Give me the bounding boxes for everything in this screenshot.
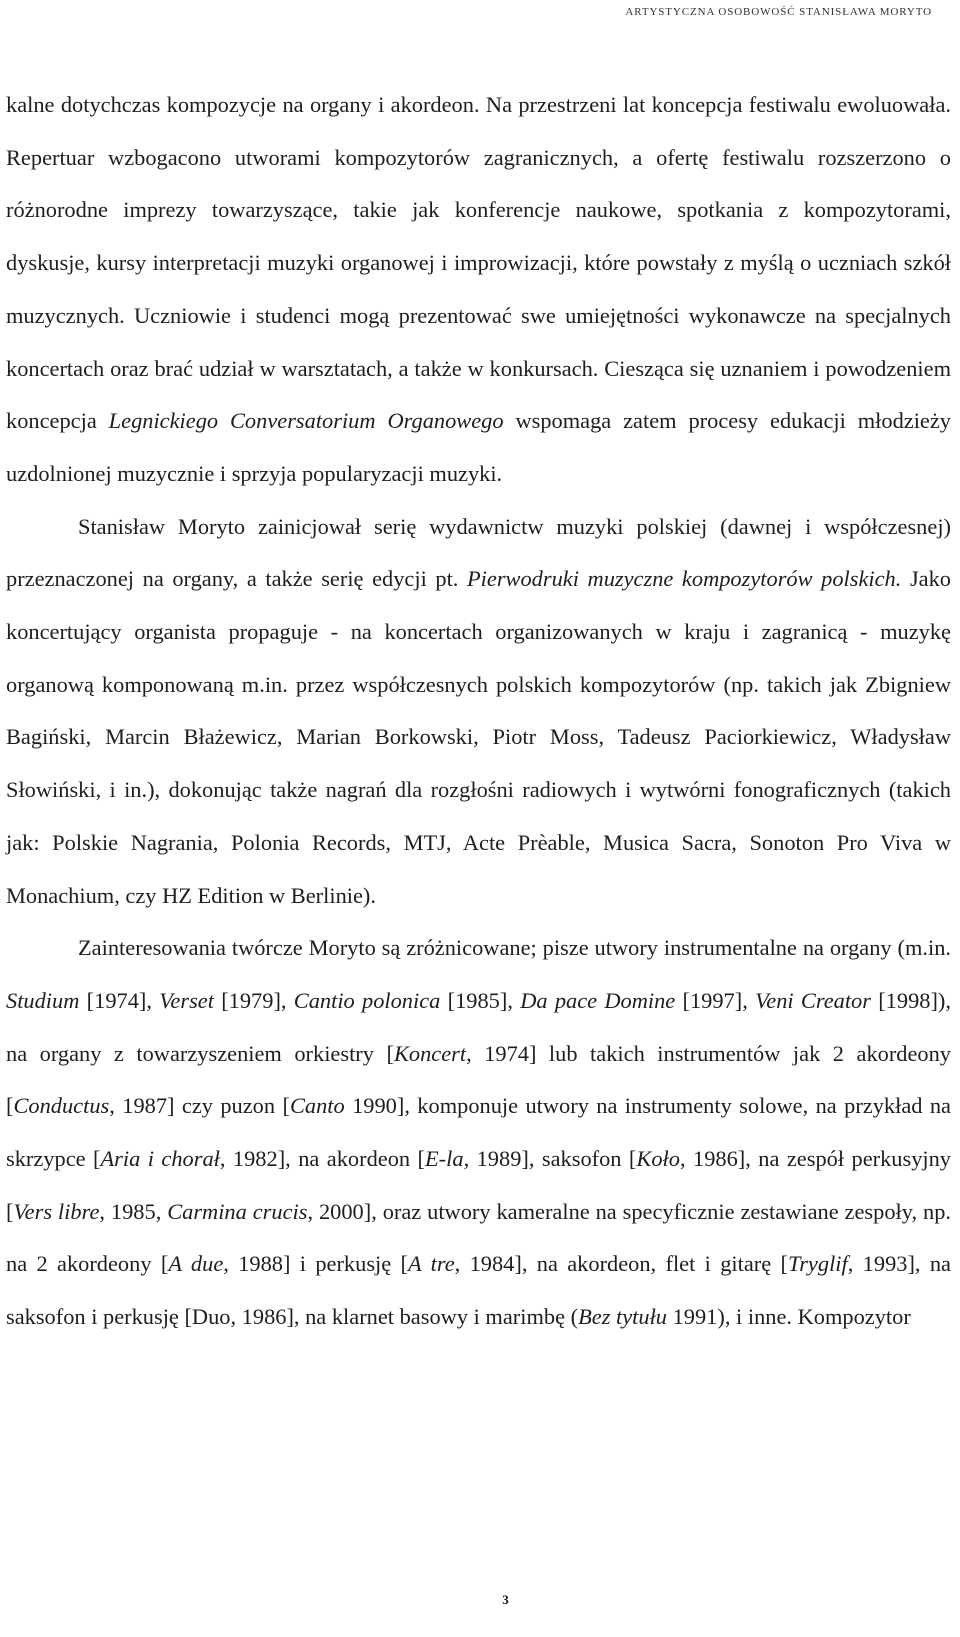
text-run: Zainteresowania twórcze Moryto są zróżnicowane; pisze utwory instrumentalne na organy (m.in.: [78, 935, 951, 961]
text-run: , 1993], na saksofon i perkusję [Duo, 1986], na klarnet basowy i marimbę (: [6, 1251, 951, 1330]
italic-title: Koło: [636, 1146, 680, 1172]
italic-title: A due: [168, 1251, 224, 1277]
text-run: , 1989], saksofon [: [463, 1146, 637, 1172]
paragraph: [6, 79, 951, 501]
italic-title: Tryglif: [788, 1251, 848, 1277]
italic-title: Da pace Domine: [520, 987, 676, 1013]
page-number: 3: [502, 1592, 509, 1607]
italic-title: Conductus: [13, 1093, 110, 1119]
text-run: , 2000], oraz utwory kameralne na specyficznie zestawiane zespoły, np. na 2 akordeony [: [6, 1198, 951, 1277]
italic-title: Pierwodruki muzyczne kompozytorów polskich.: [467, 566, 902, 592]
text-run: Stanisław Moryto zainicjował serię wydawnictw muzyki polskiej (dawnej i współczesnej) przeznaczonej na organy, a także serię edycji pt.: [6, 513, 951, 592]
italic-title: Carmina crucis: [167, 1198, 308, 1224]
text-run: [1998]), na organy z towarzyszeniem orkiestry [: [6, 987, 951, 1066]
text-run: kalne dotychczas kompozycje na organy i akordeon. Na przestrzeni lat koncepcja festiwalu ewoluowała. Repertuar wzbogacono utworami kompozytorów zagranicznych, a ofertę festiwalu rozszerzono o różnorodne imprezy towarzyszące, takie jak konferencje naukowe, spotkania z kompozytorami, dyskusje, kursy interpretacji muzyki organowej i improwizacji, które powstały z myślą o uczniach szkół muzycznych. Uczniowie i studenci mogą prezentować swe umiejętności wykonawcze na specjalnych koncertach oraz brać udział w warsztatach, a także w konkursach. Ciesząca się uznaniem i powodzeniem koncepcja: [6, 92, 951, 434]
text-run: , 1988] i perkusję [: [223, 1251, 408, 1277]
text-run: [1979],: [213, 987, 294, 1013]
text-run: , 1986], na zespół perkusyjny [: [6, 1146, 952, 1224]
text-run: , 1984], na akordeon, flet i gitarę [: [454, 1251, 788, 1277]
text-run: wspomaga zatem procesy edukacji młodzieży uzdolnionej muzycznie i sprzyja popularyzacji muzyki.: [6, 408, 952, 486]
italic-title: Canto: [289, 1093, 345, 1119]
italic-title: Veni Creator: [755, 987, 871, 1013]
text-run: , 1974] lub takich instrumentów jak 2 akordeony [: [6, 1040, 952, 1119]
text-run: 1990], komponuje utwory na instrumenty solowe, na przykład na skrzypce [: [6, 1093, 951, 1172]
italic-title: Studium: [6, 987, 80, 1013]
text-run: [1997],: [675, 987, 756, 1013]
italic-title: Cantio polonica: [293, 987, 441, 1013]
text-run: , 1987] czy puzon [: [109, 1093, 290, 1119]
italic-title: Verset: [159, 987, 214, 1013]
italic-title: Bez tytułu: [578, 1304, 667, 1330]
text-run: 1991), i inne. Kompozytor: [667, 1304, 911, 1330]
italic-title: Legnickiego Conversatorium Organowego: [108, 408, 504, 434]
running-header: ARTYSTYCZNA OSOBOWOŚĆ STANISŁAWA MORYTO: [625, 6, 932, 18]
italic-title: A tre: [408, 1251, 455, 1277]
text-run: , 1982], na akordeon [: [219, 1146, 425, 1172]
italic-title: Aria i chorał: [100, 1146, 220, 1172]
text-run: Jako koncertujący organista propaguje - na koncertach organizowanych w kraju i zagranicą - muzykę organową komponowaną m.in. przez współczesnych polskich kompozytorów (np. takich jak Zbigniew Bagiński, Marcin Błażewicz, Marian Borkowski, Piotr Moss, Tadeusz Paciorkiewicz, Władysław Słowiński, i in.), dokonując także nagrań dla rozgłośni radiowych i wytwórni fonograficznych (takich jak: Polskie Nagrania, Polonia Records, MTJ, Acte Prèable, Musica Sacra, Sonoton Pro Viva w Monachium, czy HZ Edition w Berlinie).: [6, 566, 951, 908]
text-run: [1974],: [79, 987, 160, 1013]
paragraph: [6, 922, 951, 1344]
italic-title: Vers libre: [13, 1198, 100, 1224]
paragraph: [6, 501, 951, 923]
italic-title: E-la: [425, 1146, 464, 1172]
body-text: [6, 79, 951, 1344]
italic-title: Koncert: [393, 1040, 467, 1066]
text-run: , 1985,: [99, 1198, 168, 1224]
text-run: [1985],: [440, 987, 521, 1013]
